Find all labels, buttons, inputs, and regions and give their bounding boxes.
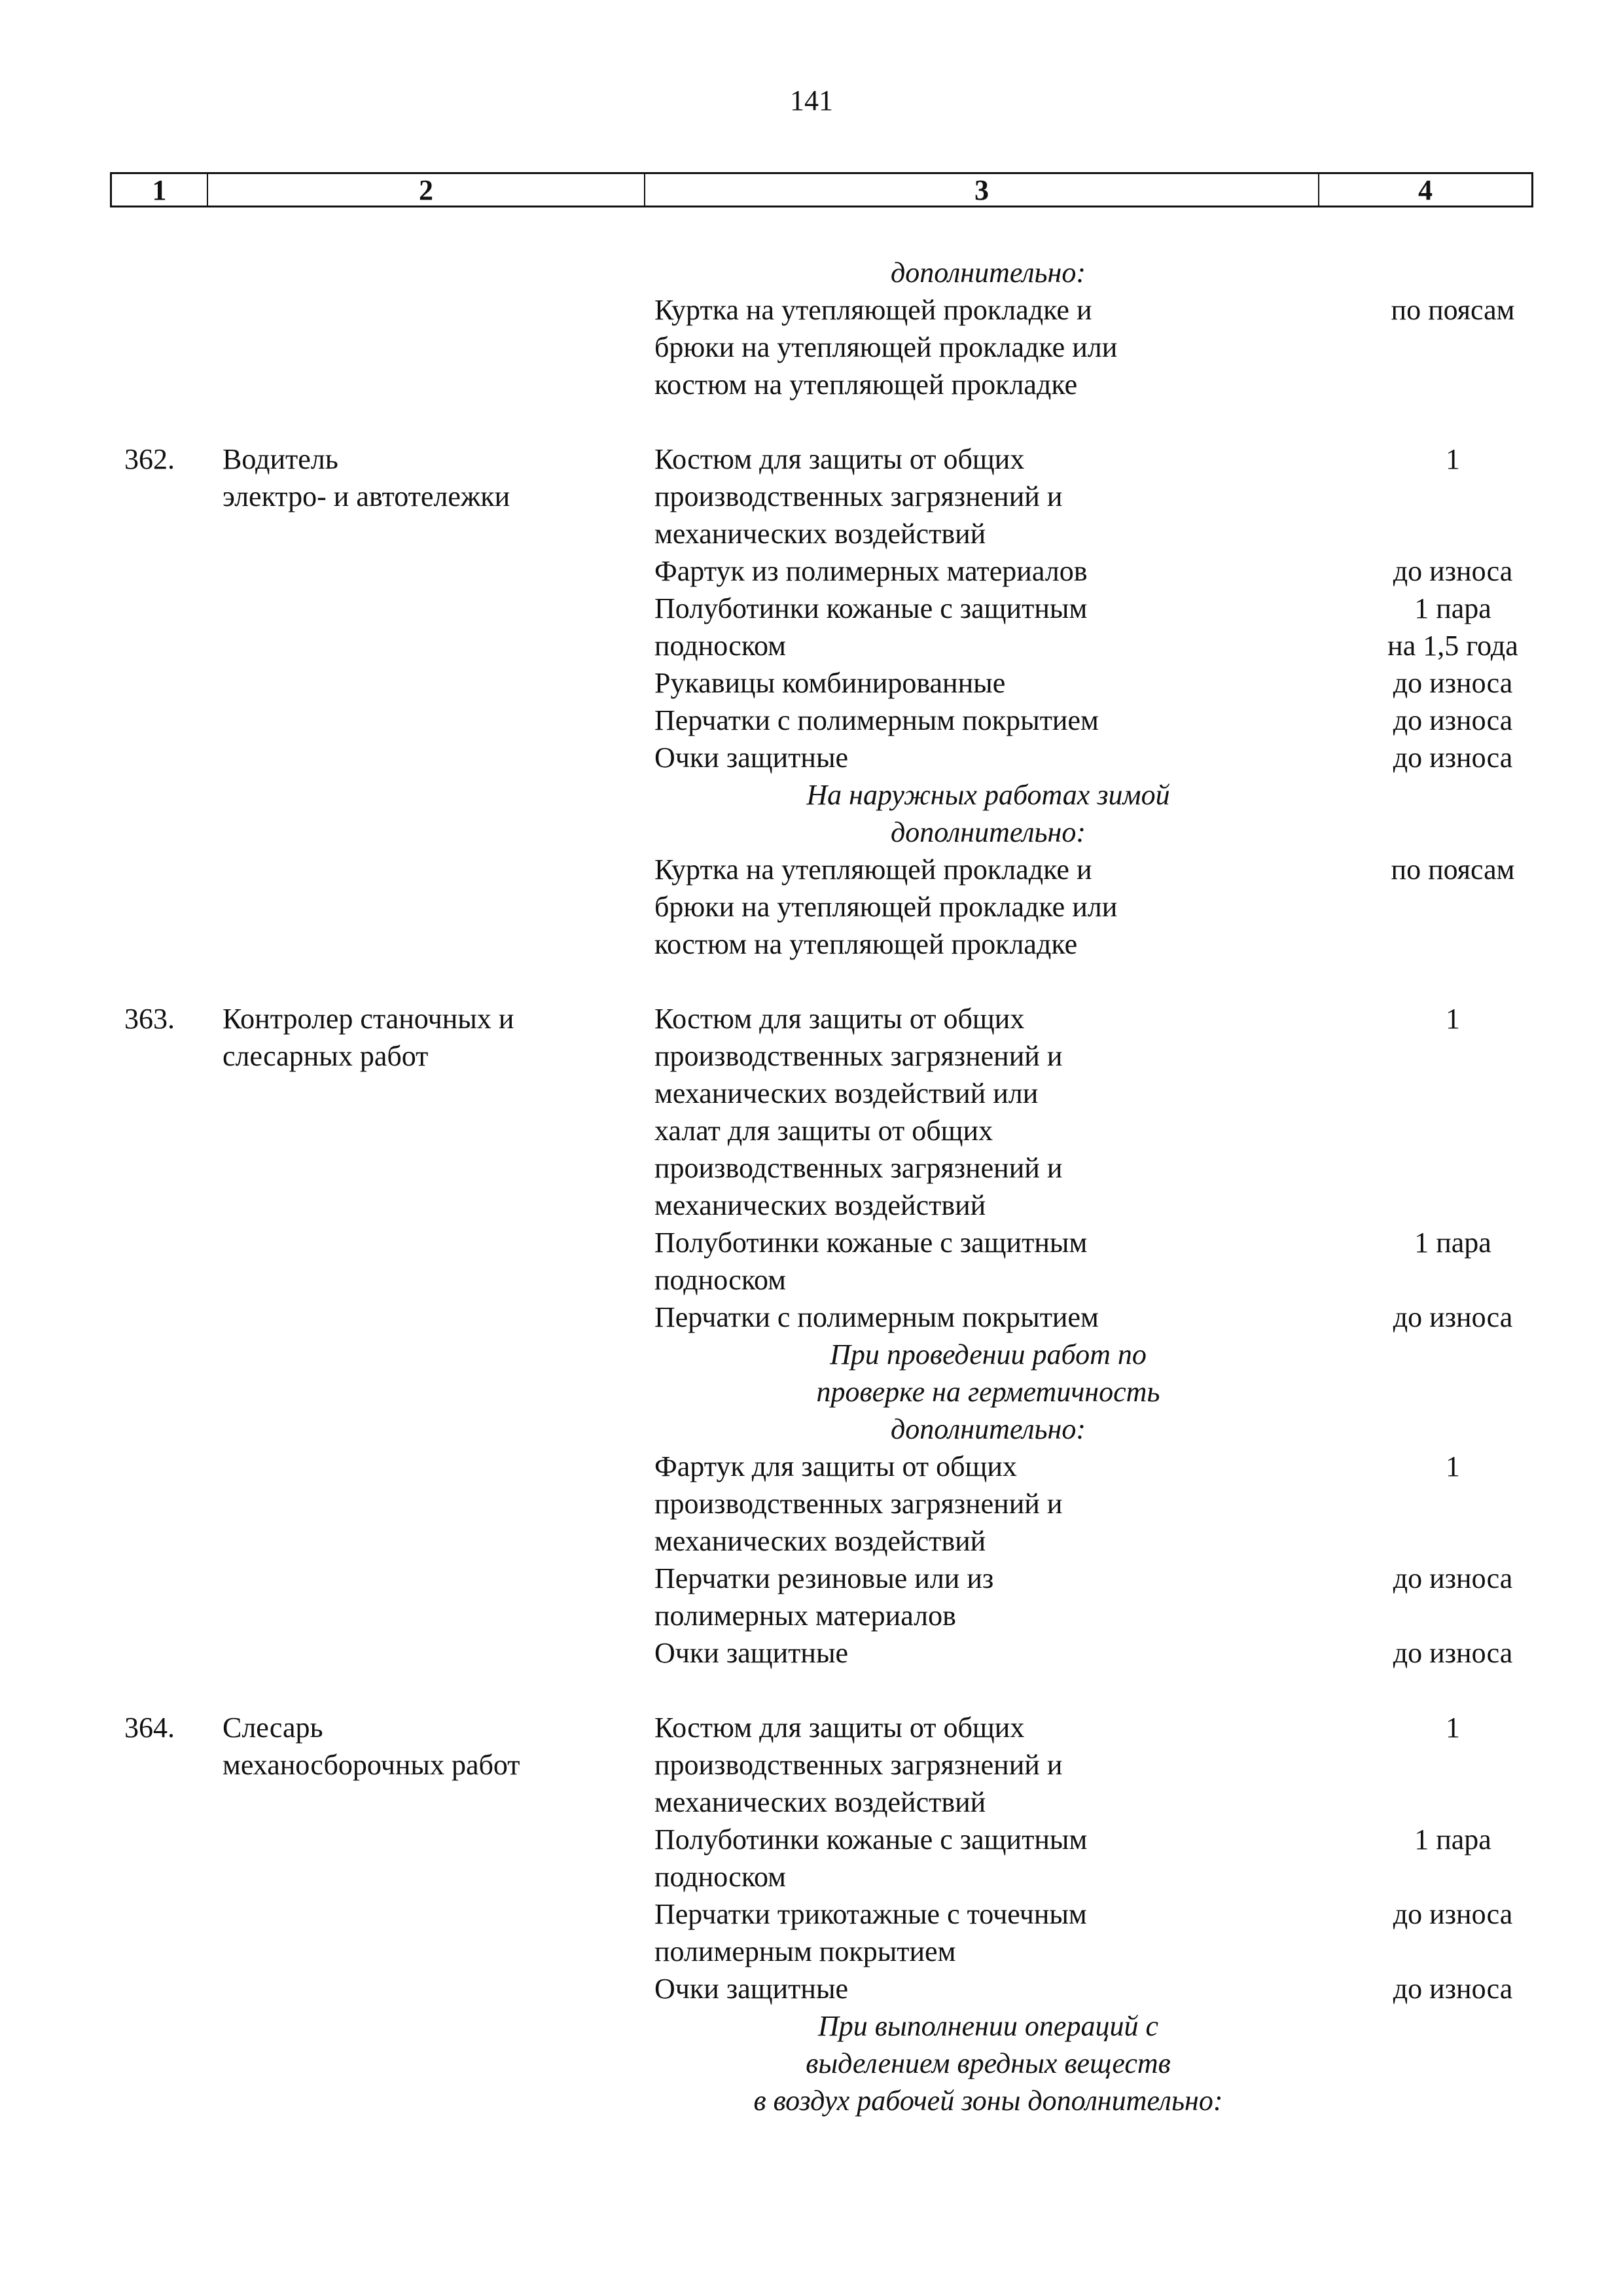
item-line — [0, 590, 1623, 627]
issue-norm: 1 — [1446, 1003, 1460, 1035]
item-line — [0, 925, 1623, 963]
item-line — [0, 702, 1623, 739]
item-name: механических воздействий или — [654, 1077, 1039, 1109]
issue-norm: до износа — [1393, 667, 1513, 699]
issue-norm: до износа — [1393, 704, 1513, 736]
issue-norm: 1 пара — [1414, 592, 1491, 624]
entry-number: 364. — [124, 1712, 175, 1744]
issue-norm: до износа — [1393, 1562, 1513, 1594]
item-line — [0, 1970, 1623, 2007]
subheader-line — [0, 776, 1623, 814]
issue-norm: 1 пара — [1414, 1227, 1491, 1259]
subheader-line — [0, 254, 1623, 291]
issue-norm: до износа — [1393, 555, 1513, 587]
item-line — [0, 1597, 1623, 1634]
item-name: Костюм для защиты от общих — [654, 443, 1025, 475]
item-name: механических воздействий — [654, 518, 986, 550]
item-name: костюм на утепляющей прокладке — [654, 928, 1078, 960]
item-line — [0, 1746, 1623, 1784]
issue-norm: по поясам — [1391, 853, 1515, 886]
item-name: Рукавицы комбинированные — [654, 667, 1006, 699]
subheader-line — [0, 1336, 1623, 1373]
profession-name: электро- и автотележки — [223, 480, 510, 512]
profession-name: Слесарь — [223, 1712, 323, 1744]
item-line — [0, 1634, 1623, 1672]
item-line — [0, 329, 1623, 366]
item-name: Костюм для защиты от общих — [654, 1712, 1025, 1744]
item-name: подноском — [654, 1861, 786, 1893]
subheader-line — [0, 2082, 1623, 2119]
profession-name: Контролер станочных и — [223, 1003, 514, 1035]
profession-name: Водитель — [223, 443, 338, 475]
item-name: костюм на утепляющей прокладке — [654, 368, 1078, 401]
entry-number: 363. — [124, 1003, 175, 1035]
item-line — [0, 1000, 1623, 1037]
item-name: брюки на утепляющей прокладке или — [654, 331, 1118, 363]
subheader-text: дополнительно: — [890, 1413, 1086, 1445]
issue-norm: 1 — [1446, 1450, 1460, 1482]
item-name: механических воздействий — [654, 1786, 986, 1818]
subheader-text: в воздух рабочей зоны дополнительно: — [753, 2085, 1223, 2117]
item-name: производственных загрязнений и — [654, 1488, 1063, 1520]
issue-norm: до износа — [1393, 742, 1513, 774]
item-line — [0, 1299, 1623, 1336]
issue-norm: 1 — [1446, 443, 1460, 475]
profession-name: механосборочных работ — [223, 1749, 520, 1781]
table-body — [0, 254, 1623, 2119]
item-line — [0, 1261, 1623, 1299]
subheader-text: При выполнении операций с — [817, 2010, 1158, 2042]
item-line — [0, 291, 1623, 329]
subheader-text: На наружных работах зимой — [806, 779, 1170, 811]
issue-norm: до износа — [1393, 1301, 1513, 1333]
header-col-4: 4 — [1418, 173, 1433, 206]
issue-norm: до износа — [1393, 1637, 1513, 1669]
item-name: Куртка на утепляющей прокладке и — [654, 294, 1092, 326]
page-number: 141 — [790, 84, 833, 117]
item-line — [0, 664, 1623, 702]
item-line — [0, 1485, 1623, 1522]
subheader-line — [0, 2007, 1623, 2045]
subheader-line — [0, 1410, 1623, 1448]
item-line — [0, 1933, 1623, 1970]
item-line — [0, 1895, 1623, 1933]
item-name: Фартук из полимерных материалов — [654, 555, 1088, 587]
item-name: Очки защитные — [654, 742, 849, 774]
item-name: Очки защитные — [654, 1637, 849, 1669]
subheader-line — [0, 814, 1623, 851]
item-name: халат для защиты от общих — [654, 1115, 993, 1147]
header-col-1: 1 — [112, 174, 208, 206]
item-line — [0, 440, 1623, 478]
item-name: Перчатки трикотажные с точечным — [654, 1898, 1087, 1930]
item-line — [0, 478, 1623, 515]
subheader-line — [0, 1373, 1623, 1410]
item-name: Перчатки с полимерным покрытием — [654, 704, 1099, 736]
item-line — [0, 1821, 1623, 1858]
item-name: Очки защитные — [654, 1973, 849, 2005]
item-name: Перчатки с полимерным покрытием — [654, 1301, 1099, 1333]
item-name: Полуботинки кожаные с защитным — [654, 1823, 1088, 1856]
item-line — [0, 366, 1623, 403]
table-header — [110, 172, 1533, 207]
item-line — [0, 1709, 1623, 1746]
item-line — [0, 1075, 1623, 1112]
item-line — [0, 1112, 1623, 1149]
item-name: Полуботинки кожаные с защитным — [654, 1227, 1088, 1259]
item-name: Перчатки резиновые или из — [654, 1562, 994, 1594]
subheader-text: выделением вредных веществ — [806, 2047, 1171, 2079]
item-line — [0, 627, 1623, 664]
item-name: механических воздействий — [654, 1189, 986, 1221]
item-name: производственных загрязнений и — [654, 1040, 1063, 1072]
item-name: полимерных материалов — [654, 1600, 956, 1632]
issue-norm: 1 пара — [1414, 1823, 1491, 1856]
item-name: Костюм для защиты от общих — [654, 1003, 1025, 1035]
issue-norm: 1 — [1446, 1712, 1460, 1744]
item-name: производственных загрязнений и — [654, 1749, 1063, 1781]
item-name: механических воздействий — [654, 1525, 986, 1557]
subheader-text: дополнительно: — [890, 816, 1086, 848]
item-name: подноском — [654, 1264, 786, 1296]
issue-norm: по поясам — [1391, 294, 1515, 326]
profession-name: слесарных работ — [223, 1040, 429, 1072]
item-line — [0, 739, 1623, 776]
item-line — [0, 1522, 1623, 1560]
item-name: Куртка на утепляющей прокладке и — [654, 853, 1092, 886]
row-gap — [0, 403, 1623, 440]
subheader-text: При проведении работ по — [830, 1338, 1147, 1371]
item-line — [0, 1560, 1623, 1597]
item-line — [0, 515, 1623, 552]
header-col-2: 2 — [208, 174, 645, 206]
item-name: Полуботинки кожаные с защитным — [654, 592, 1088, 624]
item-name: подноском — [654, 630, 786, 662]
header-col-3: 3 — [645, 174, 1319, 206]
item-line — [0, 851, 1623, 888]
item-line — [0, 1187, 1623, 1224]
issue-norm: до износа — [1393, 1898, 1513, 1930]
issue-norm: на 1,5 года — [1387, 630, 1518, 662]
item-name: производственных загрязнений и — [654, 1152, 1063, 1184]
subheader-text: дополнительно: — [890, 257, 1086, 289]
item-line — [0, 1037, 1623, 1075]
entry-number: 362. — [124, 443, 175, 475]
item-name: Фартук для защиты от общих — [654, 1450, 1017, 1482]
subheader-line — [0, 2045, 1623, 2082]
item-name: брюки на утепляющей прокладке или — [654, 891, 1118, 923]
item-name: производственных загрязнений и — [654, 480, 1063, 512]
item-line — [0, 1224, 1623, 1261]
row-gap — [0, 1672, 1623, 1709]
item-line — [0, 1858, 1623, 1895]
item-line — [0, 1784, 1623, 1821]
item-line — [0, 552, 1623, 590]
item-line — [0, 888, 1623, 925]
subheader-text: проверке на герметичность — [816, 1376, 1160, 1408]
issue-norm: до износа — [1393, 1973, 1513, 2005]
item-line — [0, 1149, 1623, 1187]
item-line — [0, 1448, 1623, 1485]
item-name: полимерным покрытием — [654, 1935, 956, 1967]
row-gap — [0, 963, 1623, 1000]
